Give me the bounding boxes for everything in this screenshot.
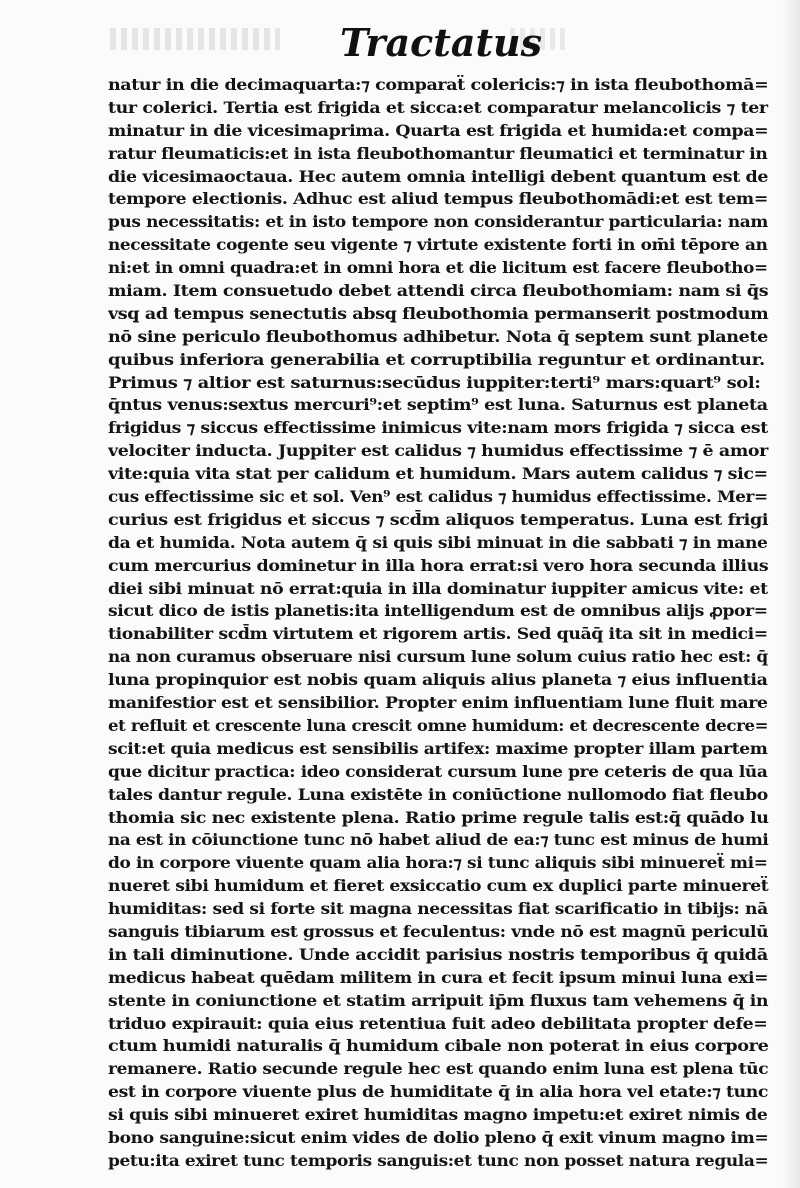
- text-line: do in corpore viuente quam alia hora:⁊ si tunc aliquis sibi minuereẗ mi=: [108, 853, 768, 873]
- text-line: ni:et in omni quadra:et in omni hora et die licitum est facere fleubotho=: [108, 258, 768, 278]
- text-line: da et humida. Nota autem q̄ si quis sibi minuat in die sabbati ⁊ in mane: [108, 532, 768, 552]
- gutter-shadow: [782, 0, 800, 1188]
- text-line: na non curamus obseruare nisi cursum lune solum cuius ratio hec est: q̄: [108, 647, 768, 667]
- text-line: minatur in die vicesimaprima. Quarta est frigida et humida:et compa=: [108, 120, 769, 140]
- text-line: nueret sibi humidum et fieret exsiccatio cum ex duplici parte minuereẗ: [108, 876, 769, 896]
- text-line: ratur fleumaticis:et in ista fleubothomantur fleumatici et terminatur in: [108, 143, 768, 163]
- text-line: diei sibi minuat nō errat:quia in illa dominatur iuppiter amicus vite: et: [108, 578, 768, 598]
- text-line: nō sine periculo fleubothomus adhibetur. Nota q̄ septem sunt planete: [108, 326, 768, 346]
- text-line: si quis sibi minueret exiret humiditas magno impetu:et exiret nimis de: [108, 1105, 768, 1125]
- text-line: humiditas: sed si forte sit magna necessitas fiat scarificatio in tibijs: nā: [108, 899, 768, 919]
- text-line: et refluit et crescente luna crescit omne humidum: et decrescente decre=: [108, 715, 769, 735]
- text-line: curius est frigidus et siccus ⁊ scd̄m aliquos temperatus. Luna est frigi: [108, 509, 769, 529]
- show-through-text: [110, 28, 280, 50]
- text-line: frigidus ⁊ siccus effectissime inimicus vite:nam mors frigida ⁊ sicca est: [108, 418, 768, 438]
- text-line: scit:et quia medicus est sensibilis artifex: maxime propter illam partem: [108, 738, 768, 758]
- text-line: in tali diminutione. Unde accidit parisius nostris temporibus q̄ quidā: [108, 944, 768, 964]
- text-line: manifestior est et sensibilior. Propter enim influentiam lune fluit mare: [108, 693, 768, 713]
- text-line: tur colerici. Tertia est frigida et sicca:et comparatur melancolicis ⁊ ter: [108, 97, 768, 117]
- text-line: na est in cōiunctione tunc nō habet aliud de ea:⁊ tunc est minus de humi: [108, 830, 769, 850]
- text-line: sanguis tibiarum est grossus et feculentus: vnde nō est magnū periculū: [108, 921, 769, 941]
- text-line: quibus inferiora generabilia et corruptibilia reguntur et ordinantur.: [108, 349, 765, 369]
- text-line: tionabiliter scd̄m virtutem et rigorem artis. Sed quāq̄ ita sit in medici=: [108, 624, 768, 644]
- text-line: bono sanguine:sicut enim vides de dolio pleno q̄ exit vinum magno im=: [108, 1127, 769, 1147]
- text-line: est in corpore viuente plus de humiditate q̄ in alia hora vel etate:⁊ tunc: [108, 1082, 768, 1102]
- text-line: ctum humidi naturalis q̄ humidum cibale non poterat in eius corpore: [108, 1036, 769, 1056]
- text-line: sicut dico de istis planetis:ita intelligendum est de omnibus alijs ꝓpor=: [108, 601, 768, 621]
- text-line: pus necessitatis: et in isto tempore non considerantur particularia: nam: [108, 212, 768, 232]
- text-line: petu:ita exiret tunc temporis sanguis:et tunc non posset natura regula=: [108, 1150, 769, 1170]
- text-line: tempore electionis. Adhuc est aliud tempus fleubothomādi:et est tem=: [108, 189, 768, 209]
- text-line: luna propinquior est nobis quam aliquis alius planeta ⁊ eius influentia: [108, 670, 768, 690]
- text-line: triduo expirauit: quia eius retentiua fuit adeo debilitata propter defe=: [108, 1013, 768, 1033]
- text-line: que dicitur practica: ideo considerat cursum lune pre ceteris de qua lūa: [108, 761, 768, 781]
- text-line: cus effectissime sic et sol. Ven⁹ est calidus ⁊ humidus effectissime. Mer=: [108, 487, 768, 507]
- text-line: medicus habeat quēdam militem in cura et fecit ipsum minui luna exi=: [108, 967, 769, 987]
- text-line: natur in die decimaquarta:⁊ comparaẗ colericis:⁊ in ista fleubothomā=: [108, 75, 769, 94]
- text-line: tales dantur regule. Luna existēte in coniūctione nullomodo fiat fleubo: [108, 784, 768, 804]
- text-line: vite:quia vita stat per calidum et humidum. Mars autem calidus ⁊ sic=: [108, 464, 768, 484]
- text-line: thomia sic nec existente plena. Ratio prime regule talis est:q̄ quādo lu: [108, 807, 769, 827]
- text-line: miam. Item consuetudo debet attendi circa fleubothomiam: nam si q̄s: [108, 281, 769, 301]
- text-line: q̄ntus venus:sextus mercuri⁹:et septim⁹ est luna. Saturnus est planeta: [108, 395, 768, 415]
- text-line: necessitate cogente seu vigente ⁊ virtute existente forti in om̄i tēpore an: [108, 235, 768, 255]
- text-block: [108, 74, 768, 1173]
- text-line: die vicesimaoctaua. Hec autem omnia intelligi debent quantum est de: [108, 166, 769, 186]
- text-line: Primus ⁊ altior est saturnus:secūdus iuppiter:terti⁹ mars:quart⁹ sol:: [108, 372, 761, 392]
- text-line: velociter inducta. Juppiter est calidus ⁊ humidus effectissime ⁊ ē amor: [108, 441, 768, 461]
- text-line: cum mercurius dominetur in illa hora errat:si vero hora secunda illius: [108, 555, 769, 575]
- text-line: vsq̧ ad tempus senectutis absq̧ fleubothomia permanserit postmodum: [108, 303, 769, 323]
- running-header: Tractatus: [340, 20, 543, 65]
- text-line: stente in coniunctione et statim arripuit ip̄m fluxus tam vehemens q̄ in: [108, 990, 769, 1010]
- text-line: remanere. Ratio secunde regule hec est quando enim luna est plena tūc: [108, 1059, 769, 1079]
